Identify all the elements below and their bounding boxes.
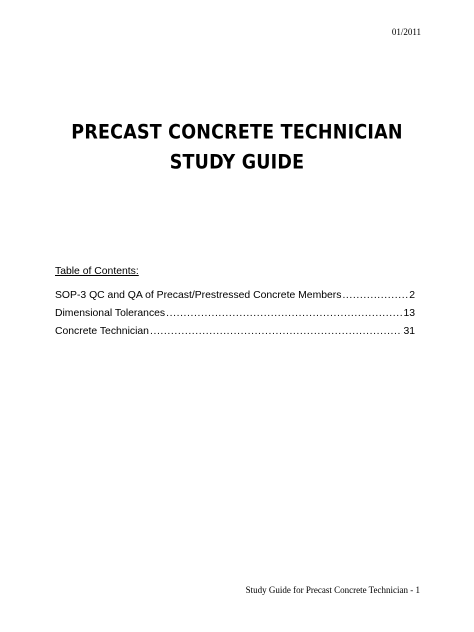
- page-footer: Study Guide for Precast Concrete Technician - 1: [245, 585, 420, 595]
- toc-entry-title: SOP-3 QC and QA of Precast/Prestressed Concrete Members: [55, 290, 342, 301]
- toc-entry-page: 2: [409, 290, 415, 301]
- toc-entry-page: 31: [403, 326, 415, 337]
- toc-entry[interactable]: [55, 290, 415, 308]
- table-of-contents: [55, 290, 415, 344]
- toc-dot-leader: [342, 290, 408, 301]
- toc-entry-title: Concrete Technician: [55, 326, 149, 337]
- toc-entry[interactable]: [55, 308, 415, 326]
- document-date: 01/2011: [391, 27, 421, 37]
- toc-dot-leader: [166, 308, 402, 319]
- document-title-line-2: STUDY GUIDE: [169, 151, 305, 175]
- toc-entry-page: 13: [403, 308, 415, 319]
- toc-heading: Table of Contents:: [55, 266, 139, 277]
- document-title-line-1: PRECAST CONCRETE TECHNICIAN: [71, 121, 403, 145]
- toc-entry-title: Dimensional Tolerances: [55, 308, 166, 319]
- toc-dot-leader: [150, 326, 402, 337]
- toc-entry[interactable]: [55, 326, 415, 344]
